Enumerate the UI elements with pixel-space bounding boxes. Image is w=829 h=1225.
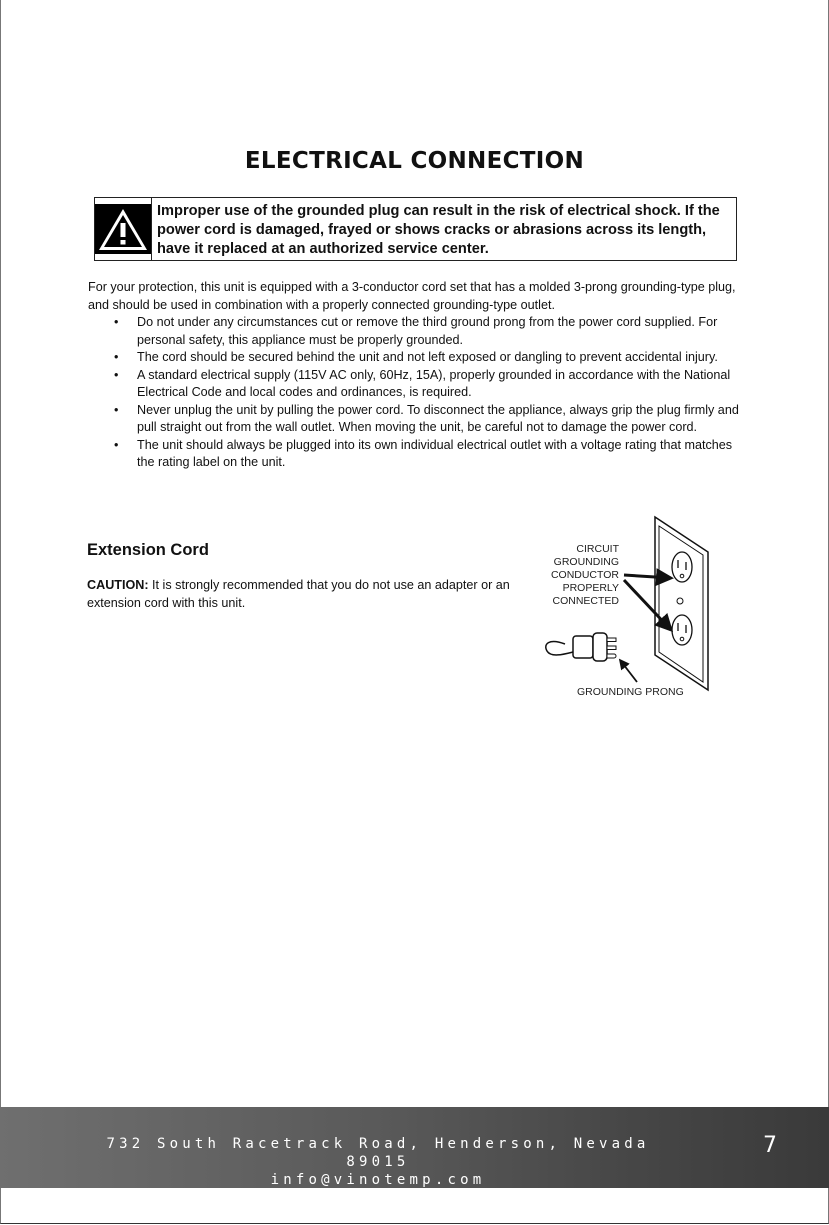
page-number: 7 — [763, 1133, 777, 1158]
footer-email: info@vinotemp.com — [270, 1172, 486, 1188]
diagram-label-line: GROUNDING — [553, 556, 619, 568]
intro-paragraph: For your protection, this unit is equipped with a 3-conductor cord set that has a molded 3-prong grounding-type plug, and should be used in combination with a properly connected grounding-type outlet. — [88, 280, 736, 312]
caution-text: It is strongly recommended that you do not use an adapter or an extension cord with this unit. — [87, 578, 510, 610]
warning-text: Improper use of the grounded plug can result in the risk of electrical shock. If the power cord is damaged, frayed or shows cracks or abrasions across its length, have it replaced at an authorized service center. — [157, 203, 720, 257]
list-item: • Never unplug the unit by pulling the power cord. To disconnect the appliance, always grip the plug firmly and pull straight out from the wall outlet. When moving the unit, be careful not to damage the power cord. — [88, 402, 748, 437]
list-item: • A standard electrical supply (115V AC only, 60Hz, 15A), properly grounded in accordance with the National Electrical Code and local codes and ordinances, is required. — [88, 367, 748, 402]
list-item: • The unit should always be plugged into its own individual electrical outlet with a voltage rating that matches the rating label on the unit. — [88, 437, 748, 472]
footer-address-block — [98, 1135, 658, 1189]
diagram-label-line: CONNECTED — [552, 595, 619, 607]
extension-cord-heading: Extension Cord — [87, 541, 209, 559]
warning-icon-cell — [95, 198, 152, 260]
diagram-label-line: CIRCUIT — [576, 543, 619, 555]
diagram-label-line: PROPERLY — [562, 582, 619, 594]
warning-triangle-icon — [95, 204, 151, 254]
footer-address: 732 South Racetrack Road, Henderson, Nevada 89015 — [106, 1136, 650, 1170]
warning-box — [94, 197, 737, 261]
caution-label: CAUTION: — [87, 578, 149, 592]
caution-paragraph — [87, 576, 517, 612]
grounding-prong-label: GROUNDING PRONG — [577, 686, 684, 698]
grounding-diagram — [535, 512, 720, 707]
list-item: • The cord should be secured behind the unit and not left exposed or dangling to prevent accidental injury. — [88, 349, 748, 367]
page-footer — [0, 1107, 829, 1188]
page-title: ELECTRICAL CONNECTION — [244, 148, 585, 174]
diagram-label-line: CONDUCTOR — [550, 569, 619, 581]
safety-list — [88, 314, 748, 472]
list-item: • Do not under any circumstances cut or remove the third ground prong from the power cord supplied. For personal safety, this appliance must be properly grounded. — [88, 314, 748, 349]
